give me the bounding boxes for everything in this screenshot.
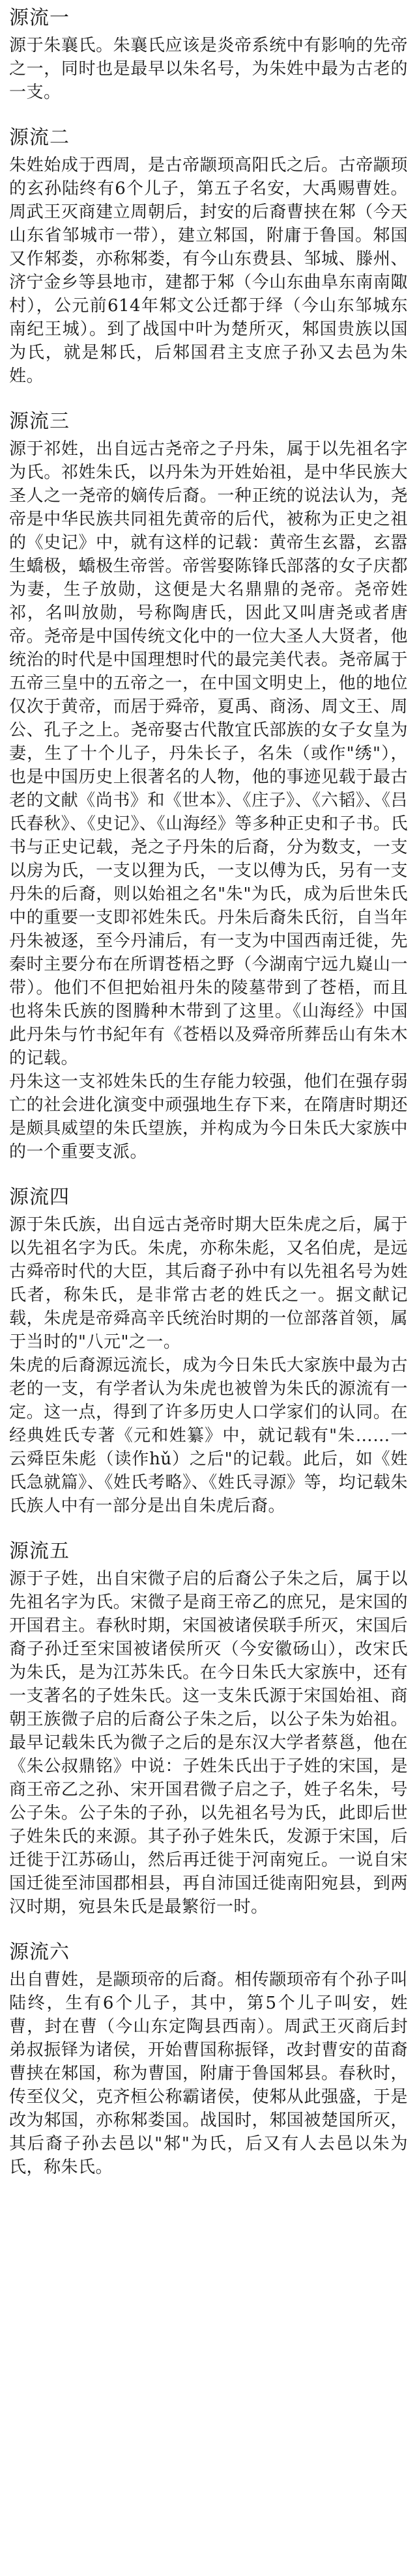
section-paragraph: 源于祁姓，出自远古尧帝之子丹朱，属于以先祖名字为氏。祁姓朱氏，以丹朱为开姓始祖，是中华民族大圣人之一尧帝的嫡传后裔。一种正统的说法认为，尧帝是中华民族共同祖先黄帝的后代，被称为正史之祖的《史记》中，就有这样的记载：黄帝生玄嚣，玄嚣生蟜极，蟜极生帝喾。帝喾娶陈锋氏部落的女子庆都为妻，生子放勋，这便是大名鼎鼎的尧帝。尧帝姓祁，名叫放勋，号称陶唐氏，因此又叫唐尧或者唐帝。尧帝是中国传统文化中的一位大圣人大贤者，他统治的时代是中国理想时代的最完美代表。尧帝属于五帝三皇中的五帝之一，在中国文明史上，他的地位仅次于黄帝，而居于舜帝，夏禹、商汤、周文王、周公、孔子之上。尧帝娶古代散宜氏部族的女子女皇为妻，生了十个儿子，丹朱长子，名朱（或作"绣"），也是中国历史上很著名的人物，他的事迹见载于最古老的文献《尚书》和《世本》、《庄子》、《六韬》、《吕氏春秋》、《史记》、《山海经》等多种正史和子书。氏书与正史记载，尧之子丹朱的后裔，分为数支，一支以房为氏，一支以狸为氏，一支以傅为氏，另有一支丹朱的后裔，则以始祖之名"朱"为氏，成为后世朱氏中的重要一支即祁姓朱氏。丹朱后裔朱氏衍，自当年丹朱被逐，至今丹浦后，有一支为中国西南迁徙，先秦时主要分布在所谓苍梧之野（今湖南宁远九嶷山一带）。他们不但把始祖丹朱的陵墓带到了苍梧，而且也将朱氏族的图腾种木带到了这里。《山海经》中国此丹朱与竹书紀年有《苍梧以及舜帝所葬岳山有朱木的记载。 <box>9 439 408 1068</box>
section-paragraph: 出自曹姓，是颛顼帝的后裔。相传颛顼帝有个孙子叫陆终，生有6个儿子，其中，第5个儿子叫安，姓曹，封在曹（今山东定陶县西南）。周武王灭商后封弟叔振铎为诸侯，开始曹国称振铎，改封曹安的苗裔曹挟在邾国，称为曹国，附庸于鲁国邾县。春秋时，传至仪父，克齐桓公称霸诸侯，使邾从此强盛，于是改为邾国，亦称邾娄国。战国时，邾国被楚国所灭，其后裔子孙去邑以"邾"为氏，后又有人去邑以朱为氏，称朱氏。 <box>9 1970 408 2177</box>
section-heading: 源流五 <box>9 1540 70 1563</box>
section-heading: 源流二 <box>9 126 70 149</box>
section-paragraph: 朱姓始成于西周，是古帝颛顼高阳氏之后。古帝颛顼的玄孙陆终有6个儿子，第五子名安，大禹赐曹姓。周武王灭商建立周朝后，封安的后裔曹挟在邾（今天山东省邹城市一带），建立邾国，附庸于鲁国。邾国又作邾娄，亦称邾娄，有今山东费县、邹城、滕州、济宁金乡等县地市，建都于邾（今山东曲阜东南南陬村），公元前614年邾文公迁都于绎（今山东邹城东南纪王城）。到了战国中叶为楚所灭，邾国贵族以国为氏，就是邾氏，后邾国君主支庶子孙又去邑为朱姓。 <box>9 156 408 386</box>
section-source-4 <box>9 1186 408 1518</box>
section-heading: 源流四 <box>9 1186 70 1209</box>
section-source-2 <box>9 126 408 388</box>
section-paragraph: 源于朱襄氏。朱襄氏应该是炎帝系统中有影响的先帝之一，同时也是最早以朱名号，为朱姓中最为古老的一支。 <box>9 36 408 102</box>
section-source-6 <box>9 1941 408 2179</box>
section-paragraph: 丹朱这一支祁姓朱氏的生存能力较强，他们在强存弱亡的社会进化演变中顽强地生存下来，在隋唐时期还是颇具威望的朱氏望族，并构成为今日朱氏大家族中的一个重要支派。 <box>9 1072 408 1162</box>
section-source-1 <box>9 7 408 104</box>
section-source-3 <box>9 410 408 1164</box>
section-source-5 <box>9 1540 408 1919</box>
section-paragraph: 源于子姓，出自宋微子启的后裔公子朱之后，属于以先祖名字为氏。宋微子是商王帝乙的庶兄，是宋国的开国君主。春秋时期，宋国被诸侯联手所灭，宋国后裔子孙迁至宋国被诸侯所灭（今安徽砀山），改宋氏为朱氏，是为江苏朱氏。在今日朱氏大家族中，还有一支著名的子姓朱氏。这一支朱氏源于宋国始祖、商朝王族微子启的后裔公子朱之后，以公子朱为始祖。最早记载朱氏为微子之后的是东汉大学者蔡邕，他在《朱公叔鼎铭》中说：子姓朱氏出于子姓的宋国，是商王帝乙之孙、宋开国君微子启之子，姓子名朱，号公子朱。公子朱的子孙，以先祖名号为氏，此即后世子姓朱氏的来源。其子孙子姓朱氏，发源于宋国，后迁徙于江苏砀山，然后再迁徙于河南宛丘。一说自宋国迁徙至沛国郡相县，再自沛国迁徙南阳宛县，到两汉时期，宛县朱氏是最繁衍一时。 <box>9 1569 408 1917</box>
section-heading: 源流六 <box>9 1941 70 1964</box>
section-paragraph: 源于朱氏族，出自远古尧帝时期大臣朱虎之后，属于以先祖名字为氏。朱虎，亦称朱彪，又名伯虎，是远古舜帝时代的大臣，其后裔子孙中有以先祖名号为姓氏者，称朱氏，是非常古老的姓氏之一。据文献记载，朱虎是帝舜高辛氏统治时期的一位部落首领，属于当时的"八元"之一。 <box>9 1215 408 1352</box>
section-heading: 源流一 <box>9 7 70 29</box>
section-paragraph: 朱虎的后裔源远流长，成为今日朱氏大家族中最为古老的一支，有学者认为朱虎也被曾为朱氏的源流有一定。这一点，得到了许多历史人口学家们的认同。在经典姓氏专著《元和姓纂》中，就记载有"朱……一云舜臣朱彪（读作hǔ）之后"的记载。此后，如《姓氏急就篇》、《姓氏考略》、《姓氏寻源》等，均记载朱氏族人中有一部分是出自朱虎后裔。 <box>9 1356 408 1516</box>
section-heading: 源流三 <box>9 410 70 433</box>
